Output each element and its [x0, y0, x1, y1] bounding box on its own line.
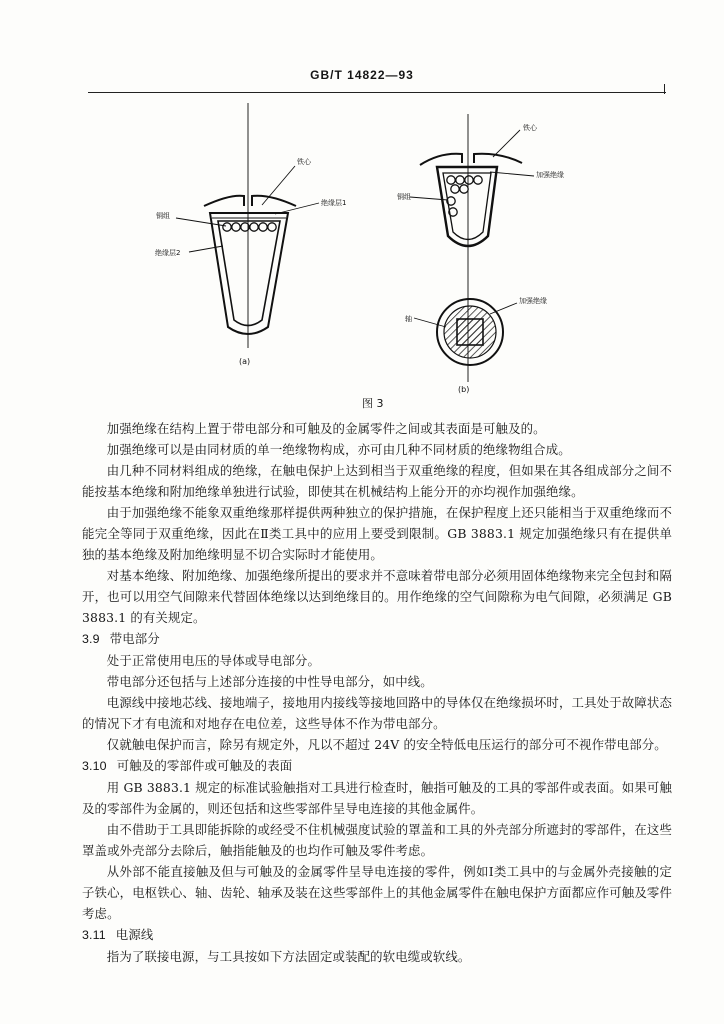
- figure-3b-diagram: [397, 114, 564, 394]
- label-a-insulation-2: 绝缘层2: [155, 249, 181, 257]
- label-b-shaft: 轴: [405, 315, 412, 323]
- section-heading-3-11: [82, 924, 672, 946]
- label-a-insulation-1: 绝缘层1: [321, 199, 347, 207]
- label-b-core: 铁心: [523, 124, 537, 132]
- label-a-core: 铁心: [297, 158, 311, 166]
- paragraph: 从外部不能直接触及但与可触及的金属零件呈导电连接的零件，例如Ⅰ类工具中的与金属外壳接触的定子铁心，电枢铁心、轴、齿轮、轴承及装在这些零部件上的其他金属零件在触电保护方面都应作可触及零件考虑。: [82, 864, 672, 921]
- paragraph: 对基本绝缘、附加绝缘、加强绝缘所提出的要求并不意味着带电部分必须用固体绝缘物来完全包封和隔开，也可以用空气间隙来代替固体绝缘以达到绝缘目的。用作绝缘的空气间隙称为电气间隙，必须满足 GB 3883.1 的有关规定。: [82, 568, 672, 625]
- paragraph: 仅就触电保护而言，除另有规定外，凡以不超过 24V 的安全特低电压运行的部分可不视作带电部分。: [106, 737, 667, 752]
- section-title: 带电部分: [109, 631, 160, 646]
- paragraph: 加强绝缘可以是由同材质的单一绝缘物构成，亦可由几种不同材质的绝缘物组合成。: [106, 442, 571, 457]
- label-b-reinforced-top: 加强绝缘: [536, 171, 564, 179]
- figure-caption: 图 3: [362, 397, 384, 410]
- figure-3a-diagram: [155, 103, 346, 366]
- paragraph: 电源线中接地芯线、接地端子，接地用内接线等接地回路中的导体仅在绝缘损坏时，工具处于故障状态的情况下才有电流和对地存在电位差，这些导体不作为带电部分。: [82, 695, 672, 731]
- paragraph: 加强绝缘在结构上置于带电部分和可触及的金属零件之间或其表面是可触及的。: [106, 421, 546, 436]
- section-number: 3.9: [82, 632, 100, 646]
- paragraph: 用 GB 3883.1 规定的标准试验触指对工具进行检查时，触指可触及的工具的零部件或表面。如果可触及的零部件为金属的，则还包括和这些零部件呈导电连接的其他金属件。: [82, 780, 672, 816]
- paragraph: 由于加强绝缘不能象双重绝缘那样提供两种独立的保护措施，在保护程度上还只能相当于双重绝缘而不能完全等同于双重绝缘，因此在Ⅱ类工具中的应用上要受到限制。GB 3883.1 规定加强绝缘只有在提供单独的基本绝缘及附加绝缘明显不切合实际时才能使用。: [82, 505, 672, 562]
- section-number: 3.11: [82, 928, 106, 942]
- section-heading-3-9: [82, 628, 672, 650]
- paragraph: 由不借助于工具即能拆除的或经受不住机械强度试验的罩盖和工具的外壳部分所遮封的零部件，在这些罩盖或外壳部分去除后，触指能触及的也均作可触及零件考虑。: [82, 822, 672, 858]
- section-title: 可触及的零部件或可触及的表面: [116, 758, 293, 773]
- section-heading-3-10: [82, 755, 672, 777]
- paragraph: 由几种不同材料组成的绝缘，在触电保护上达到相当于双重绝缘的程度，但如果在其各组成部分之间不能按基本绝缘和附加绝缘单独进行试验，即使其在机械结构上能分开的亦均视作加强绝缘。: [82, 463, 672, 499]
- page-header: GB/T 14822—93: [310, 68, 414, 82]
- figure-3a-sublabel: (a): [239, 357, 251, 366]
- paragraph: 指为了联接电源，与工具按如下方法固定或装配的软电缆或软线。: [106, 949, 471, 964]
- body-text: [82, 418, 672, 967]
- label-a-copper: 铜组: [156, 212, 170, 220]
- figure-3b-sublabel: (b): [458, 385, 470, 394]
- label-b-copper: 铜组: [397, 193, 411, 201]
- paragraph: 处于正常使用电压的导体或导电部分。: [106, 653, 320, 668]
- section-number: 3.10: [82, 759, 107, 773]
- section-title: 电源线: [115, 927, 154, 942]
- label-b-reinforced-bottom: 加强绝缘: [519, 297, 547, 305]
- paragraph: 带电部分还包括与上述部分连接的中性导电部分，如中线。: [106, 674, 433, 689]
- figure-3: [0, 0, 724, 420]
